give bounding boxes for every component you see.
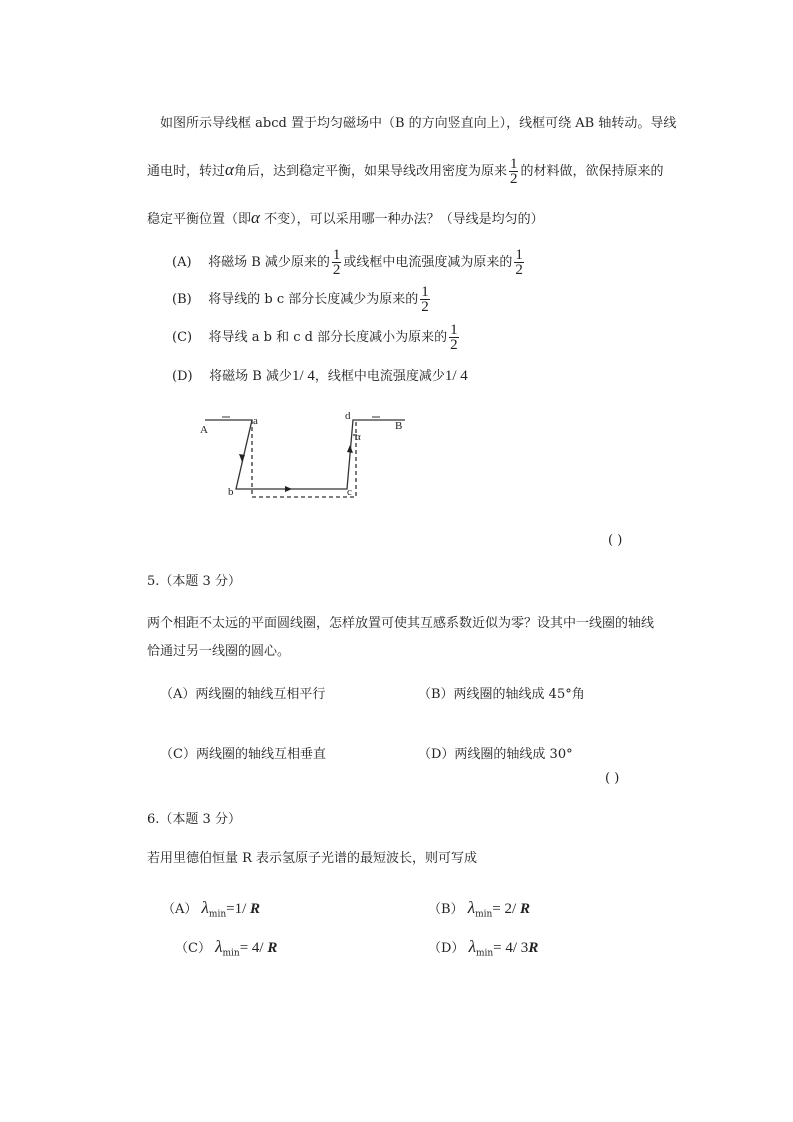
text: 将磁场 B 减少原来的 xyxy=(208,255,330,270)
subscript: min xyxy=(222,948,240,959)
text: 不变），可以采用哪一种办法？（导线是均匀的） xyxy=(264,212,544,227)
text: 将导线 a b 和 c d 部分长度减小为原来的 xyxy=(208,330,448,345)
value: = 4/ 3 xyxy=(493,940,529,956)
text: 稳定平衡位置（即 xyxy=(147,212,252,227)
q6-text-line1: 若用里德伯恒量 R 表示氢原子光谱的最短波长，则可写成 xyxy=(147,851,478,866)
q5-option-a[interactable]: （A）两线圈的轴线互相平行 xyxy=(160,687,326,702)
label-A: A xyxy=(200,424,208,436)
rydberg-R: R xyxy=(519,901,530,917)
text: 将磁场 B 减少 xyxy=(209,369,292,384)
subscript: min xyxy=(475,909,493,920)
q4-answer-blank[interactable]: ( ) xyxy=(608,533,623,548)
label: （D） xyxy=(428,941,465,956)
text: ，线框中电流强度减少 xyxy=(314,369,445,384)
denominator: 2 xyxy=(421,299,429,315)
q4-text-line1: 如图所示导线框 abcd 置于均匀磁场中（B 的方向竖直向上），线框可绕 AB 轴转动。导线 xyxy=(160,116,677,131)
q5-option-d[interactable]: （D）两线圈的轴线成 30° xyxy=(418,747,573,762)
arrow-icon xyxy=(347,445,353,453)
value: = 4/ xyxy=(239,940,268,956)
label-c: c xyxy=(347,486,352,498)
q6-option-c[interactable] xyxy=(175,937,277,959)
lambda-symbol: λ xyxy=(467,898,476,917)
q5-text-line1: 两个相距不太远的平面圆线圈，怎样放置可使其互感系数近似为零？设其中一线圈的轴线 xyxy=(147,616,655,631)
subscript: min xyxy=(208,909,227,920)
q6-option-a[interactable] xyxy=(162,898,260,920)
label: （B） xyxy=(428,902,464,917)
wire-frame-diagram xyxy=(195,405,420,505)
rydberg-R: R xyxy=(528,940,539,956)
q4-option-c[interactable] xyxy=(172,323,461,353)
label: (A) xyxy=(172,255,192,270)
quarter: 1/ 4 xyxy=(291,368,315,384)
fraction-half xyxy=(514,248,524,277)
label: （C） xyxy=(175,941,211,956)
rydberg-R: R xyxy=(267,940,278,956)
numerator: 1 xyxy=(509,156,518,172)
alpha-symbol: α xyxy=(251,208,260,227)
q5-text-line2: 恰通过另一线圈的圆心。 xyxy=(147,644,291,659)
text: 将导线的 b c 部分长度减少为原来的 xyxy=(208,292,419,307)
numerator: 1 xyxy=(515,247,523,263)
label: (C) xyxy=(172,330,193,345)
denominator: 2 xyxy=(515,262,523,278)
label-b: b xyxy=(228,486,234,498)
rydberg-R: R xyxy=(250,901,261,917)
numerator: 1 xyxy=(450,322,458,338)
text: 角后，达到稳定平衡，如果导线改用密度为原来 xyxy=(233,164,507,179)
lambda-symbol: λ xyxy=(201,898,209,917)
fraction-half xyxy=(420,285,430,314)
arrow-icon xyxy=(285,486,292,492)
q5-answer-blank[interactable]: ( ) xyxy=(605,771,620,786)
quarter: 1/ 4 xyxy=(444,368,468,384)
label-alpha: α xyxy=(355,431,361,443)
denominator: 2 xyxy=(450,337,458,353)
label: (D) xyxy=(172,369,193,384)
q4-option-a[interactable] xyxy=(172,248,526,278)
q6-option-d[interactable] xyxy=(428,937,538,959)
fraction-half xyxy=(449,323,459,352)
lambda-symbol: λ xyxy=(215,937,223,956)
q5-option-b[interactable]: （B）两线圈的轴线成 45°角 xyxy=(418,687,585,702)
fraction-half xyxy=(332,248,342,277)
denominator: 2 xyxy=(509,171,518,187)
label: (B) xyxy=(172,292,192,307)
label-B: B xyxy=(395,420,403,432)
arrow-icon xyxy=(239,454,245,462)
fraction-half xyxy=(509,157,519,186)
q4-text-line3 xyxy=(147,208,544,228)
value: = 2/ xyxy=(492,901,520,917)
wire-frame xyxy=(205,420,405,489)
text: 的材料做，欲保持原来的 xyxy=(520,164,664,179)
label-a: a xyxy=(253,415,258,427)
label: （A） xyxy=(162,902,198,917)
q4-option-d[interactable] xyxy=(172,365,468,385)
lambda-symbol: λ xyxy=(468,937,476,956)
numerator: 1 xyxy=(332,247,341,263)
text: 或线框中电流强度减为原来的 xyxy=(343,255,513,270)
q6-header: 6.（本题 3 分） xyxy=(147,812,241,827)
denominator: 2 xyxy=(332,262,341,278)
value: =1/ xyxy=(226,901,251,917)
q5-header: 5.（本题 3 分） xyxy=(147,574,241,589)
alpha-symbol: α xyxy=(225,160,234,179)
q5-option-c[interactable]: （C）两线圈的轴线互相垂直 xyxy=(160,747,326,762)
q6-option-b[interactable] xyxy=(428,898,530,920)
q4-option-b[interactable] xyxy=(172,285,432,315)
label-d: d xyxy=(345,410,351,422)
text: 通电时，转过 xyxy=(147,164,226,179)
numerator: 1 xyxy=(421,284,429,300)
subscript: min xyxy=(475,948,494,959)
q4-text-line2 xyxy=(147,155,663,187)
dashed-projection xyxy=(252,420,356,497)
